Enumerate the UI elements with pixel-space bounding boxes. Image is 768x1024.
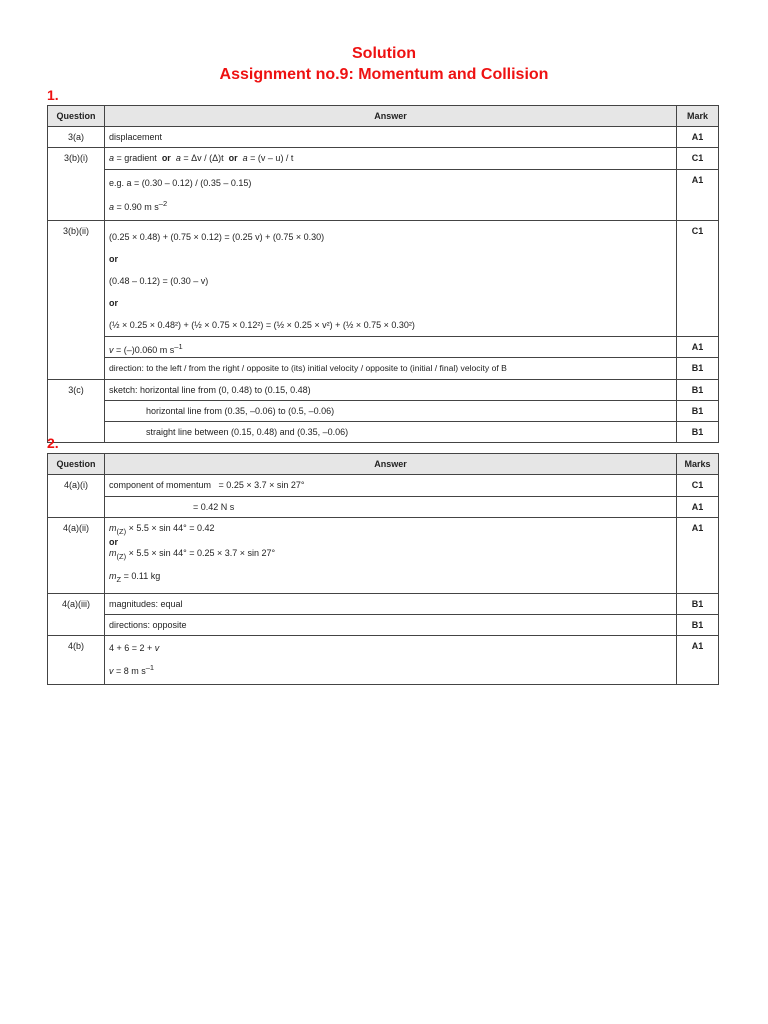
answer-var: a <box>242 153 248 163</box>
table-row <box>48 337 719 358</box>
question-cell: 3(b)(i) <box>48 148 105 221</box>
answer-var: a <box>109 153 115 163</box>
table-row <box>48 475 719 497</box>
answer-cell: = 0.42 N s <box>105 497 677 518</box>
or-keyword: or <box>109 254 118 264</box>
table-row <box>48 518 719 594</box>
answer-sup: –1 <box>174 342 183 351</box>
mark-cell: A1 <box>677 127 719 148</box>
mark-cell: B1 <box>677 401 719 422</box>
mark-cell: B1 <box>677 615 719 636</box>
or-keyword: or <box>228 153 238 163</box>
page-title: Solution <box>352 45 416 62</box>
mark-cell: A1 <box>677 337 719 358</box>
mark-cell: C1 <box>677 221 719 337</box>
answer-line: (½ × 0.25 × 0.48²) + (½ × 0.75 × 0.12²) = (½ × 0.25 × v²) + (½ × 0.75 × 0.30²) <box>109 320 415 330</box>
question-cell: 4(a)(ii) <box>48 518 105 594</box>
answer-text: = 0.11 kg <box>121 570 161 581</box>
table-row <box>48 594 719 615</box>
col-header-mark: Mark <box>677 106 719 127</box>
answer-var: m <box>109 523 117 533</box>
answer-var: m <box>109 570 117 581</box>
page-subtitle: Assignment no.9: Momentum and Collision <box>219 66 549 83</box>
answer-sup: –1 <box>145 663 155 673</box>
table-header-row <box>48 454 719 475</box>
answer-var: a <box>175 153 181 163</box>
answer-text: = Δv / (Δ)t <box>180 153 227 163</box>
answer-cell: horizontal line from (0.35, –0.06) to (0.5, –0.06) <box>105 401 677 422</box>
or-keyword: or <box>109 298 118 308</box>
answer-text: = 0.90 m s <box>114 202 159 212</box>
answer-sub: (Z) <box>116 526 127 536</box>
answer-cell: direction: to the left / from the right / opposite to (its) initial velocity / opposite to (initial / final) velocity of B <box>105 358 677 380</box>
answer-text: = (–)0.060 m s <box>113 345 175 355</box>
answer-sup: –2 <box>158 199 168 208</box>
col-header-answer: Answer <box>105 454 677 475</box>
question-cell: 3(b)(ii) <box>48 221 105 380</box>
table-row <box>48 127 719 148</box>
col-header-question: Question <box>48 106 105 127</box>
answer-var: v <box>109 666 114 677</box>
table-row <box>48 221 719 337</box>
answer-cell: straight line between (0.15, 0.48) and (0.35, –0.06) <box>105 422 677 443</box>
answer-var: a <box>109 202 115 212</box>
answer-cell <box>105 636 677 685</box>
mark-cell: A1 <box>677 518 719 594</box>
answer-text: 4 + 6 = 2 + <box>109 643 155 654</box>
answer-sub: (Z) <box>116 551 127 561</box>
answer-cell: component of momentum = 0.25 × 3.7 × sin 27° <box>105 475 677 497</box>
question-cell: 4(b) <box>48 636 105 685</box>
answer-cell: sketch: horizontal line from (0, 0.48) to (0.15, 0.48) <box>105 380 677 401</box>
answer-cell <box>105 148 677 170</box>
answer-line <box>109 562 672 594</box>
answer-cell: displacement <box>105 127 677 148</box>
table-header-row <box>48 106 719 127</box>
section-1-number: 1. <box>47 87 59 103</box>
answer-cell <box>105 221 677 337</box>
answer-text: = gradient <box>114 153 160 163</box>
col-header-question: Question <box>48 454 105 475</box>
table-row <box>48 497 719 518</box>
table-row <box>48 148 719 170</box>
answer-line <box>109 548 672 562</box>
mark-cell: B1 <box>677 380 719 401</box>
answer-table-2 <box>47 453 719 685</box>
answer-var: v <box>109 345 114 355</box>
table-row <box>48 380 719 401</box>
answer-var: m <box>109 547 117 558</box>
col-header-marks: Marks <box>677 454 719 475</box>
mark-cell: A1 <box>677 170 719 221</box>
answer-line: e.g. a = (0.30 – 0.12) / (0.35 – 0.15) <box>109 178 252 188</box>
answer-var: v <box>154 643 160 654</box>
answer-text: × 5.5 × sin 44° = 0.25 × 3.7 × sin 27° <box>126 547 276 558</box>
table-row <box>48 615 719 636</box>
answer-text: × 5.5 × sin 44° = 0.42 <box>126 523 215 533</box>
answer-line <box>109 191 672 220</box>
table-row <box>48 170 719 221</box>
table-row <box>48 422 719 443</box>
table-row <box>48 401 719 422</box>
mark-cell: B1 <box>677 594 719 615</box>
or-keyword: or <box>109 536 118 547</box>
answer-cell: directions: opposite <box>105 615 677 636</box>
answer-cell <box>105 337 677 358</box>
answer-cell <box>105 518 677 594</box>
or-keyword: or <box>161 153 171 163</box>
answer-line: (0.48 – 0.12) = (0.30 – v) <box>109 276 209 286</box>
answer-line: (0.25 × 0.48) + (0.75 × 0.12) = (0.25 v) + (0.75 × 0.30) <box>109 232 325 242</box>
answer-text: = 8 m s <box>113 666 146 677</box>
mark-cell: A1 <box>677 497 719 518</box>
mark-cell: B1 <box>677 422 719 443</box>
answer-cell <box>105 170 677 221</box>
answer-table-1 <box>47 105 719 443</box>
answer-line <box>109 655 672 684</box>
mark-cell: C1 <box>677 475 719 497</box>
mark-cell: A1 <box>677 636 719 685</box>
question-cell: 3(a) <box>48 127 105 148</box>
mark-cell: B1 <box>677 358 719 380</box>
col-header-answer: Answer <box>105 106 677 127</box>
answer-cell: magnitudes: equal <box>105 594 677 615</box>
answer-line <box>109 641 672 655</box>
table-row <box>48 358 719 380</box>
answer-line <box>109 523 672 537</box>
mark-cell: C1 <box>677 148 719 170</box>
answer-text: = (v – u) / t <box>247 153 294 163</box>
answer-sub: Z <box>116 574 122 584</box>
question-cell: 3(c) <box>48 380 105 443</box>
section-2-number: 2. <box>47 435 59 451</box>
table-row <box>48 636 719 685</box>
question-cell: 4(a)(iii) <box>48 594 105 636</box>
question-cell: 4(a)(i) <box>48 475 105 518</box>
